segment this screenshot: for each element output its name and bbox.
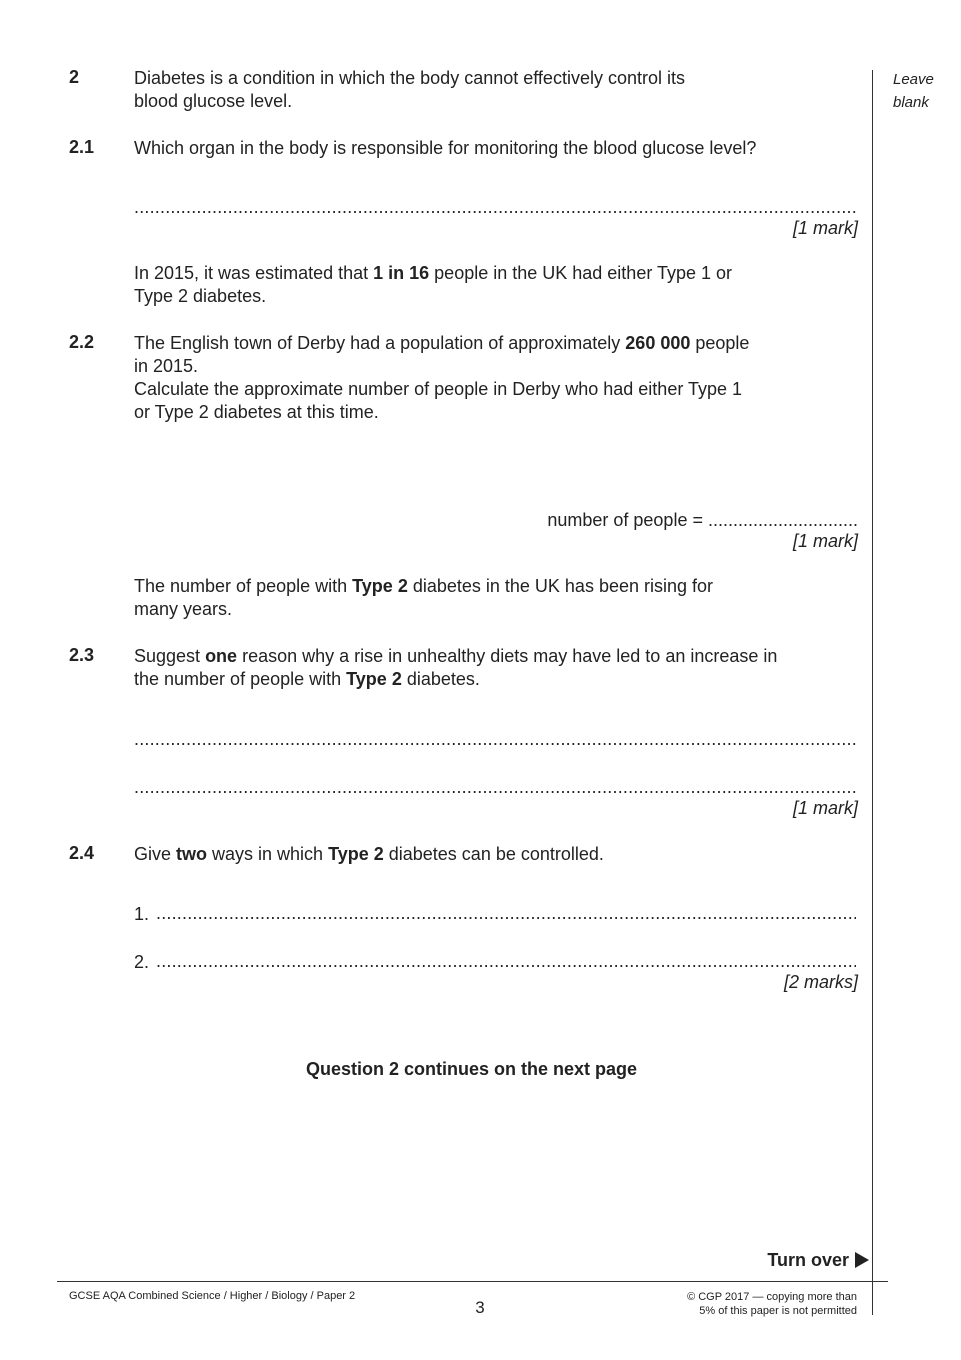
question-2-1-number: 2.1 <box>69 137 95 157</box>
q2-3-bold1: one <box>205 646 238 666</box>
q2-4-mid: ways in which <box>207 844 329 864</box>
q2-3-line2-pre: the number of people with <box>134 669 347 689</box>
q2-3-bold2: Type 2 <box>346 669 402 689</box>
q2-3-line-2 <box>134 668 777 691</box>
copyright-line-1: © CGP 2017 — copying more than <box>687 1291 857 1303</box>
q2-3-line-1 <box>134 645 777 668</box>
stem1-post: people in the UK had either Type 1 or <box>429 263 733 283</box>
marks-2-1: [1 mark] <box>792 218 858 238</box>
leave-blank-label <box>893 68 934 114</box>
q2-3-mid: reason why a rise in unhealthy diets may have led to an increase in <box>237 646 778 666</box>
page-number: 3 <box>475 1298 485 1317</box>
stem2-pre: The number of people with <box>134 576 353 596</box>
q2-4-bold1: two <box>176 844 208 864</box>
answer-line-2-4-2[interactable] <box>156 951 856 972</box>
answer-line-2-2[interactable]: number of people = .............................. <box>547 510 858 530</box>
q2-2-line-1 <box>134 332 749 355</box>
stem1-bold: 1 in 16 <box>373 263 430 283</box>
answer-line-2-4-1[interactable] <box>156 903 856 924</box>
q2-2-pre: The English town of Derby had a population of approximately <box>134 333 626 353</box>
question-2-1-text: Which organ in the body is responsible for monitoring the blood glucose level? <box>134 138 757 158</box>
q2-3-pre: Suggest <box>134 646 206 666</box>
q2-2-line-2: in 2015. <box>134 356 199 376</box>
question-2-number: 2 <box>69 67 80 87</box>
q2-2-line-4: or Type 2 diabetes at this time. <box>134 402 379 422</box>
question-2-3-number: 2.3 <box>69 645 95 665</box>
answer-line-2-3b[interactable] <box>134 777 856 798</box>
stem-prevalence-line-2: Type 2 diabetes. <box>134 286 267 306</box>
q2-2-post: people <box>690 333 750 353</box>
marks-2-4: [2 marks] <box>783 972 858 992</box>
intro-line-2: blood glucose level. <box>134 91 293 111</box>
marks-2-3: [1 mark] <box>792 798 858 818</box>
q2-4-post: diabetes can be controlled. <box>383 844 604 864</box>
question-2-4-number: 2.4 <box>69 843 95 863</box>
copyright-line-2: 5% of this paper is not permitted <box>699 1305 857 1317</box>
continues-note: Question 2 continues on the next page <box>305 1059 638 1079</box>
blank-word: blank <box>893 94 929 111</box>
marks-2-2: [1 mark] <box>792 531 858 551</box>
answer-line-2-3a[interactable] <box>134 729 856 750</box>
q2-2-line-3: Calculate the approximate number of people in Derby who had either Type 1 <box>134 379 743 399</box>
stem-rising <box>134 575 713 621</box>
q2-2-bold: 260 000 <box>625 333 691 353</box>
q2-4-bold2: Type 2 <box>328 844 384 864</box>
item-1-label: 1. <box>134 904 150 924</box>
stem-prevalence-line-1 <box>134 262 732 285</box>
question-2-4-text <box>134 843 604 866</box>
margin-rule <box>872 70 873 1315</box>
footer-rule <box>57 1281 888 1282</box>
question-2-2-text <box>134 332 749 424</box>
turn-over <box>767 1250 869 1271</box>
question-2-2-number: 2.2 <box>69 332 95 352</box>
intro-line-1: Diabetes is a condition in which the body cannot effectively control its <box>134 68 685 88</box>
question-2-intro <box>134 67 685 113</box>
q2-3-line2-post: diabetes. <box>401 669 480 689</box>
stem-prevalence <box>134 262 732 308</box>
stem2-bold: Type 2 <box>352 576 408 596</box>
play-arrow-icon <box>855 1252 869 1268</box>
question-2-3-text <box>134 645 777 691</box>
item-2-label: 2. <box>134 952 150 972</box>
answer-line-2-1[interactable] <box>134 197 856 218</box>
q2-4-pre: Give <box>134 844 177 864</box>
stem2-post: diabetes in the UK has been rising for <box>407 576 714 596</box>
leave-word: Leave <box>893 71 934 88</box>
turn-over-label: Turn over <box>767 1250 849 1270</box>
stem1-pre: In 2015, it was estimated that <box>134 263 374 283</box>
stem-rising-line-2: many years. <box>134 599 233 619</box>
stem-rising-line-1 <box>134 575 713 598</box>
footer-paper-title: GCSE AQA Combined Science / Higher / Biology / Paper 2 <box>69 1290 356 1302</box>
footer-copyright <box>687 1290 857 1318</box>
